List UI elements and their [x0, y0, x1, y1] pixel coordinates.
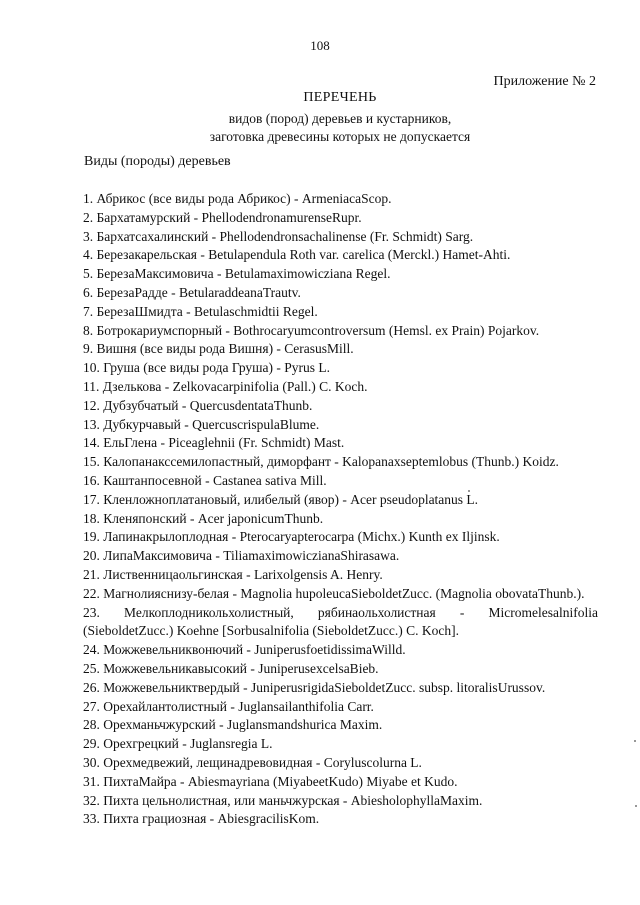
list-item: 27. Орехайлантолистный - Juglansailanthifolia Carr. — [83, 698, 374, 714]
list-item: 18. Кленяпонский - Acer japonicumThunb. — [83, 510, 324, 526]
list-item: 14. ЕльГлена - Piceaglehnii (Fr. Schmidt) Mast. — [83, 435, 345, 451]
list-item: 3. Бархатсахалинский - Phellodendronsachalinense (Fr. Schmidt) Sarg. — [83, 228, 474, 244]
list-item: 11. Дзелькова - Zelkovacarpinifolia (Pall.) C. Koch. — [83, 378, 368, 394]
list-item: 8. Ботрокариумспорный - Bothrocaryumcontroversum (Hemsl. ex Prain) Pojarkov. — [83, 322, 540, 338]
document-subtitle — [0, 110, 640, 146]
section-heading: Виды (породы) деревьев — [84, 154, 231, 169]
list-item: 12. Дубзубчатый - QuercusdentataThunb. — [83, 397, 313, 413]
appendix-label: Приложение № 2 — [493, 74, 596, 89]
list-item: 31. ПихтаМайра - Abiesmayriana (MiyabeetKudo) Miyabe et Kudo. — [83, 773, 458, 789]
list-item: 19. Лапинакрылоплодная - Pterocaryapterocarpa (Michx.) Kunth ex Iljinsk. — [83, 529, 500, 545]
list-item: 9. Вишня (все виды рода Вишня) - CerasusMill. — [83, 341, 354, 357]
list-item: 17. Кленложноплатановый, илибелый (явор) - Acer pseudoplatanus L. — [83, 491, 479, 507]
list-item: 29. Орехгрецкий - Juglansregia L. — [83, 736, 273, 752]
list-item: 22. Магнолияснизу-белая - Magnolia hupoleucaSieboldetZucc. (Magnolia obovataThunb.). — [83, 585, 585, 601]
list-item: 30. Орехмедвежий, лещинадревовидная - Coryluscolurna L. — [83, 754, 422, 770]
list-item: 5. БерезаМаксимовича - Betulamaximowicziana Regel. — [83, 266, 391, 282]
list-item: 28. Орехманьчжурский - Juglansmandshurica Maxim. — [83, 717, 383, 733]
list-item: 16. Каштанпосевной - Castanea sativa Mill. — [83, 472, 327, 488]
scan-speck — [634, 740, 636, 742]
list-item: 6. БерезаРадде - BetularaddeanaTrautv. — [83, 284, 301, 300]
list-item: 21. Лиственницаольгинская - Larixolgensis A. Henry. — [83, 566, 383, 582]
list-item: 7. БерезаШмидта - Betulaschmidtii Regel. — [83, 303, 318, 319]
list-item: 15. Калопанаксcемилопастный, диморфант - Kalopanaxseptemlobus (Thunb.) Koidz. — [83, 454, 559, 470]
list-item: 32. Пихта цельнолистная, или маньчжурская - AbiesholophyllaMaxim. — [83, 792, 483, 808]
list-item: 26. Можжевельниктвердый - JuniperusrigidaSieboldetZucc. subsp. litoralisUrussov. — [83, 679, 546, 695]
document-title: ПЕРЕЧЕНЬ — [303, 90, 377, 105]
list-item: 24. Можжевельниквонючий - JuniperusfoetidissimaWilld. — [83, 642, 406, 658]
list-item: 13. Дубкурчавый - QuercuscrispulaBlume. — [83, 416, 320, 432]
list-item: 2. Бархатамурский - PhellodendronamurenseRupr. — [83, 209, 362, 225]
list-item: 25. Можжевельникавысокий - JuniperusexcelsaBieb. — [83, 660, 379, 676]
list-item: 23. Мелкоплодникольхолистный, рябинаольхолистная - Micromelesalnifolia (SieboldetZucc.) Koehne [Sorbusalnifolia (SieboldetZucc.) C. Koch]. — [83, 604, 598, 639]
scan-speck — [635, 805, 637, 807]
list-item: 1. Абрикос (все виды рода Абрикос) - ArmeniacaScop. — [83, 191, 392, 206]
species-list — [83, 190, 598, 829]
list-item: 20. ЛипаМаксимовича - TiliamaximowiczianaShirasawa. — [83, 548, 400, 564]
list-item: 10. Груша (все виды рода Груша) - Pyrus L. — [83, 360, 331, 376]
list-item: 33. Пихта грациозная - AbiesgracilisKom. — [83, 811, 320, 827]
scan-speck — [468, 490, 470, 492]
page-number: 108 — [310, 38, 330, 53]
subtitle-line: видов (пород) деревьев и кустарников, — [228, 111, 452, 126]
subtitle-line: заготовка древесины которых не допускается — [209, 129, 471, 144]
list-item: 4. Березакарельская - Betulapendula Roth var. carelica (Merckl.) Hamet-Ahti. — [83, 247, 511, 263]
